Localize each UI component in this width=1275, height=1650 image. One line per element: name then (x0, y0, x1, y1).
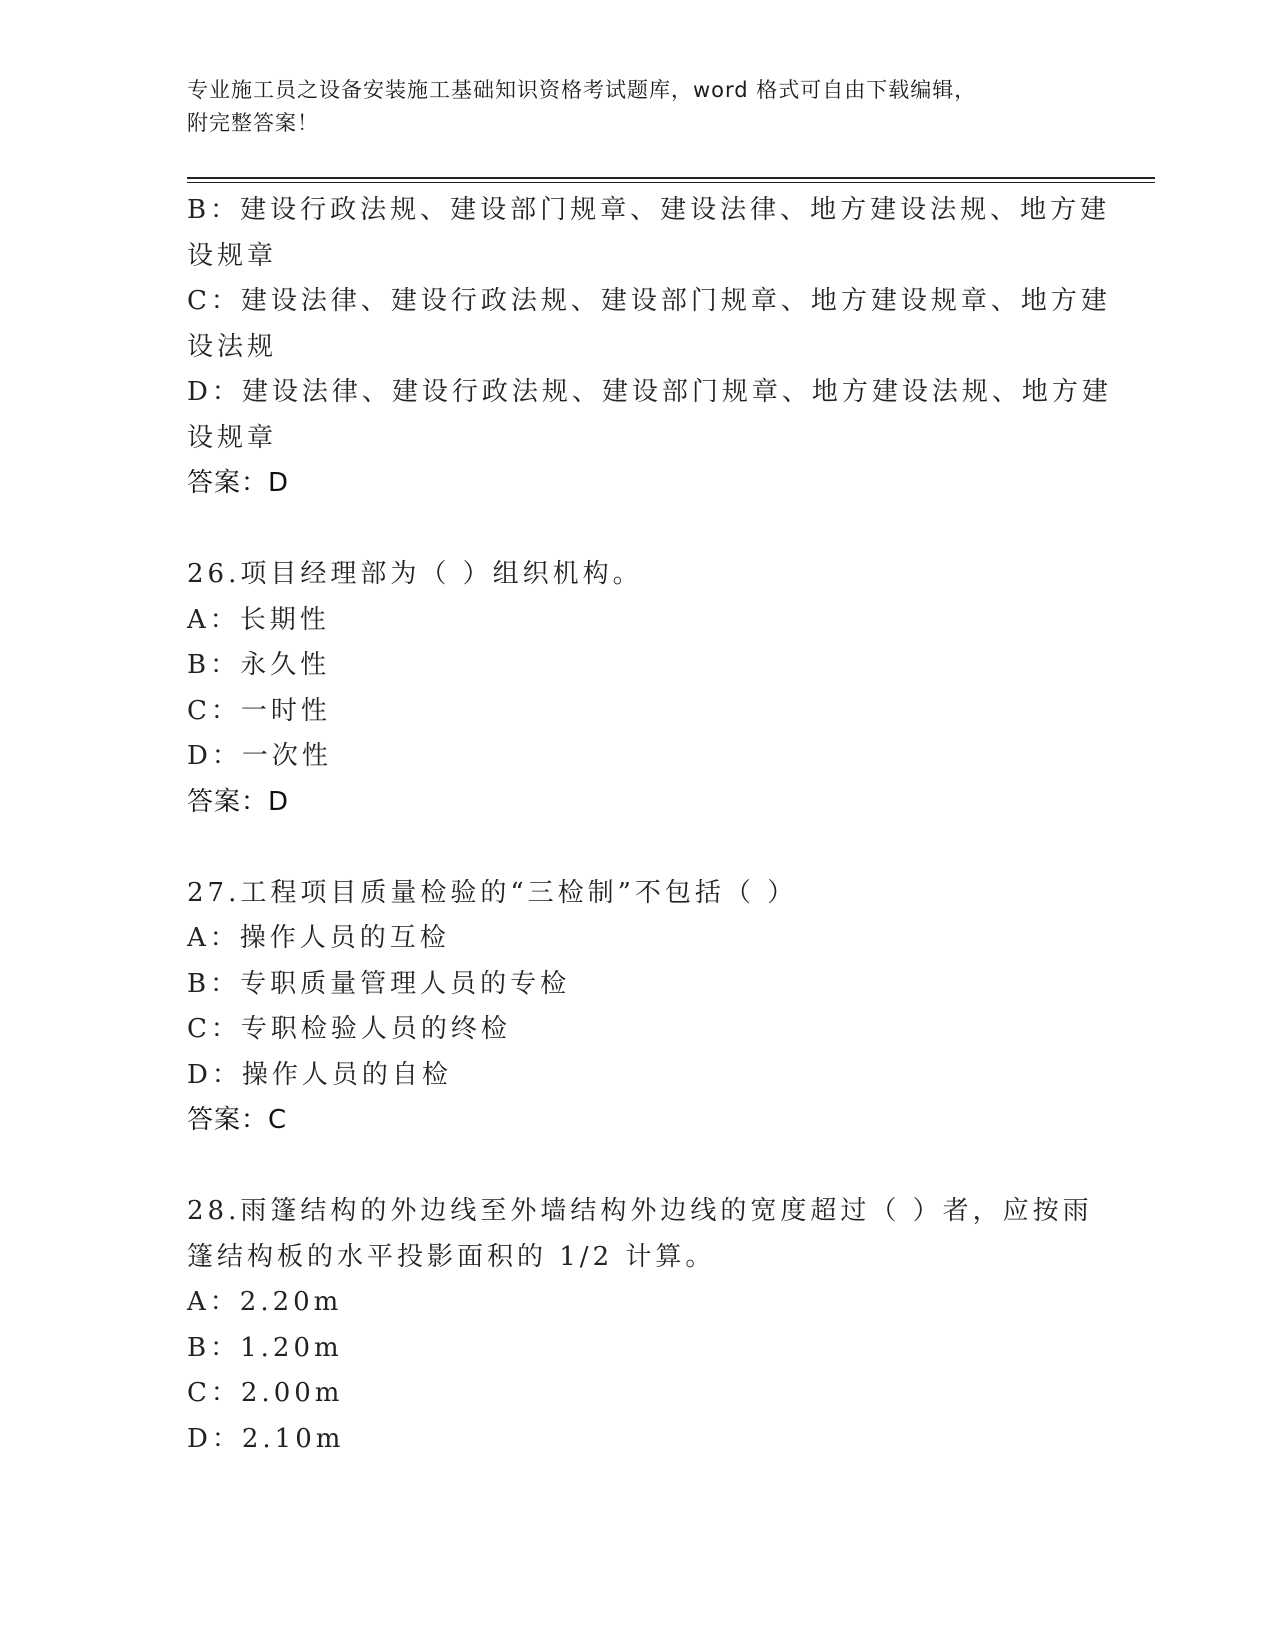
q27-option-c: C：专职检验人员的终检 (187, 1014, 511, 1044)
q26-option-c: C：一时性 (187, 695, 331, 726)
q26-option-a: A：长期性 (187, 604, 330, 635)
header-divider-thin (187, 182, 1155, 183)
q25-option-b-line-2: 设规章 (187, 240, 278, 271)
q25-option-d-line-1: D：建设法律、建设行政法规、建设部门规章、地方建设法规、地方建 (187, 377, 1112, 407)
q25-option-c-line-1: C：建设法律、建设行政法规、建设部门规章、地方建设规章、地方建 (187, 286, 1111, 316)
question-27 (187, 871, 1087, 1144)
question-spacer (187, 825, 1087, 871)
header-title-line-1: 专业施工员之设备安装施工基础知识资格考试题库，word 格式可自由下载编辑， (187, 78, 977, 102)
question-spacer (187, 507, 1087, 553)
q28-option-b: B：1.20m (187, 1332, 343, 1363)
question-28 (187, 1189, 1093, 1462)
q28-option-a: A：2.20m (187, 1287, 343, 1317)
q28-question-line-1: 28.雨篷结构的外边线至外墙结构外边线的宽度超过（ ）者，应按雨 (187, 1196, 1093, 1226)
question-26 (187, 552, 1087, 825)
q27-question-text: 27.工程项目质量检验的“三检制”不包括（ ） (187, 877, 798, 908)
q25-answer: 答案：D (187, 468, 290, 498)
q26-answer: 答案：D (187, 786, 290, 817)
question-spacer (187, 1144, 1087, 1190)
question-list (187, 188, 1112, 1462)
q26-option-b: B：永久性 (187, 650, 331, 680)
header-title-line-2: 附完整答案！ (187, 111, 319, 135)
q28-option-d: D：2.10m (187, 1423, 345, 1454)
q26-question-text: 26.项目经理部为（ ）组织机构。 (187, 559, 643, 589)
q25-option-d-line-2: 设规章 (187, 422, 278, 453)
q25-option-c-line-2: 设法规 (187, 331, 278, 362)
document-header (187, 74, 1067, 140)
q27-option-b: B：专职质量管理人员的专检 (187, 968, 571, 999)
q25-option-b-line-1: B：建设行政法规、建设部门规章、建设法律、地方建设法规、地方建 (187, 195, 1111, 225)
q27-option-d: D：操作人员的自检 (187, 1059, 452, 1090)
q28-question-line-2: 篷结构板的水平投影面积的 1/2 计算。 (187, 1241, 716, 1272)
question-25-continued (187, 188, 1112, 507)
q26-option-d: D：一次性 (187, 741, 332, 771)
q27-option-a: A：操作人员的互检 (187, 923, 450, 953)
header-divider-thick (187, 177, 1155, 179)
q28-option-c: C：2.00m (187, 1378, 344, 1408)
q27-answer: 答案：C (187, 1105, 288, 1135)
